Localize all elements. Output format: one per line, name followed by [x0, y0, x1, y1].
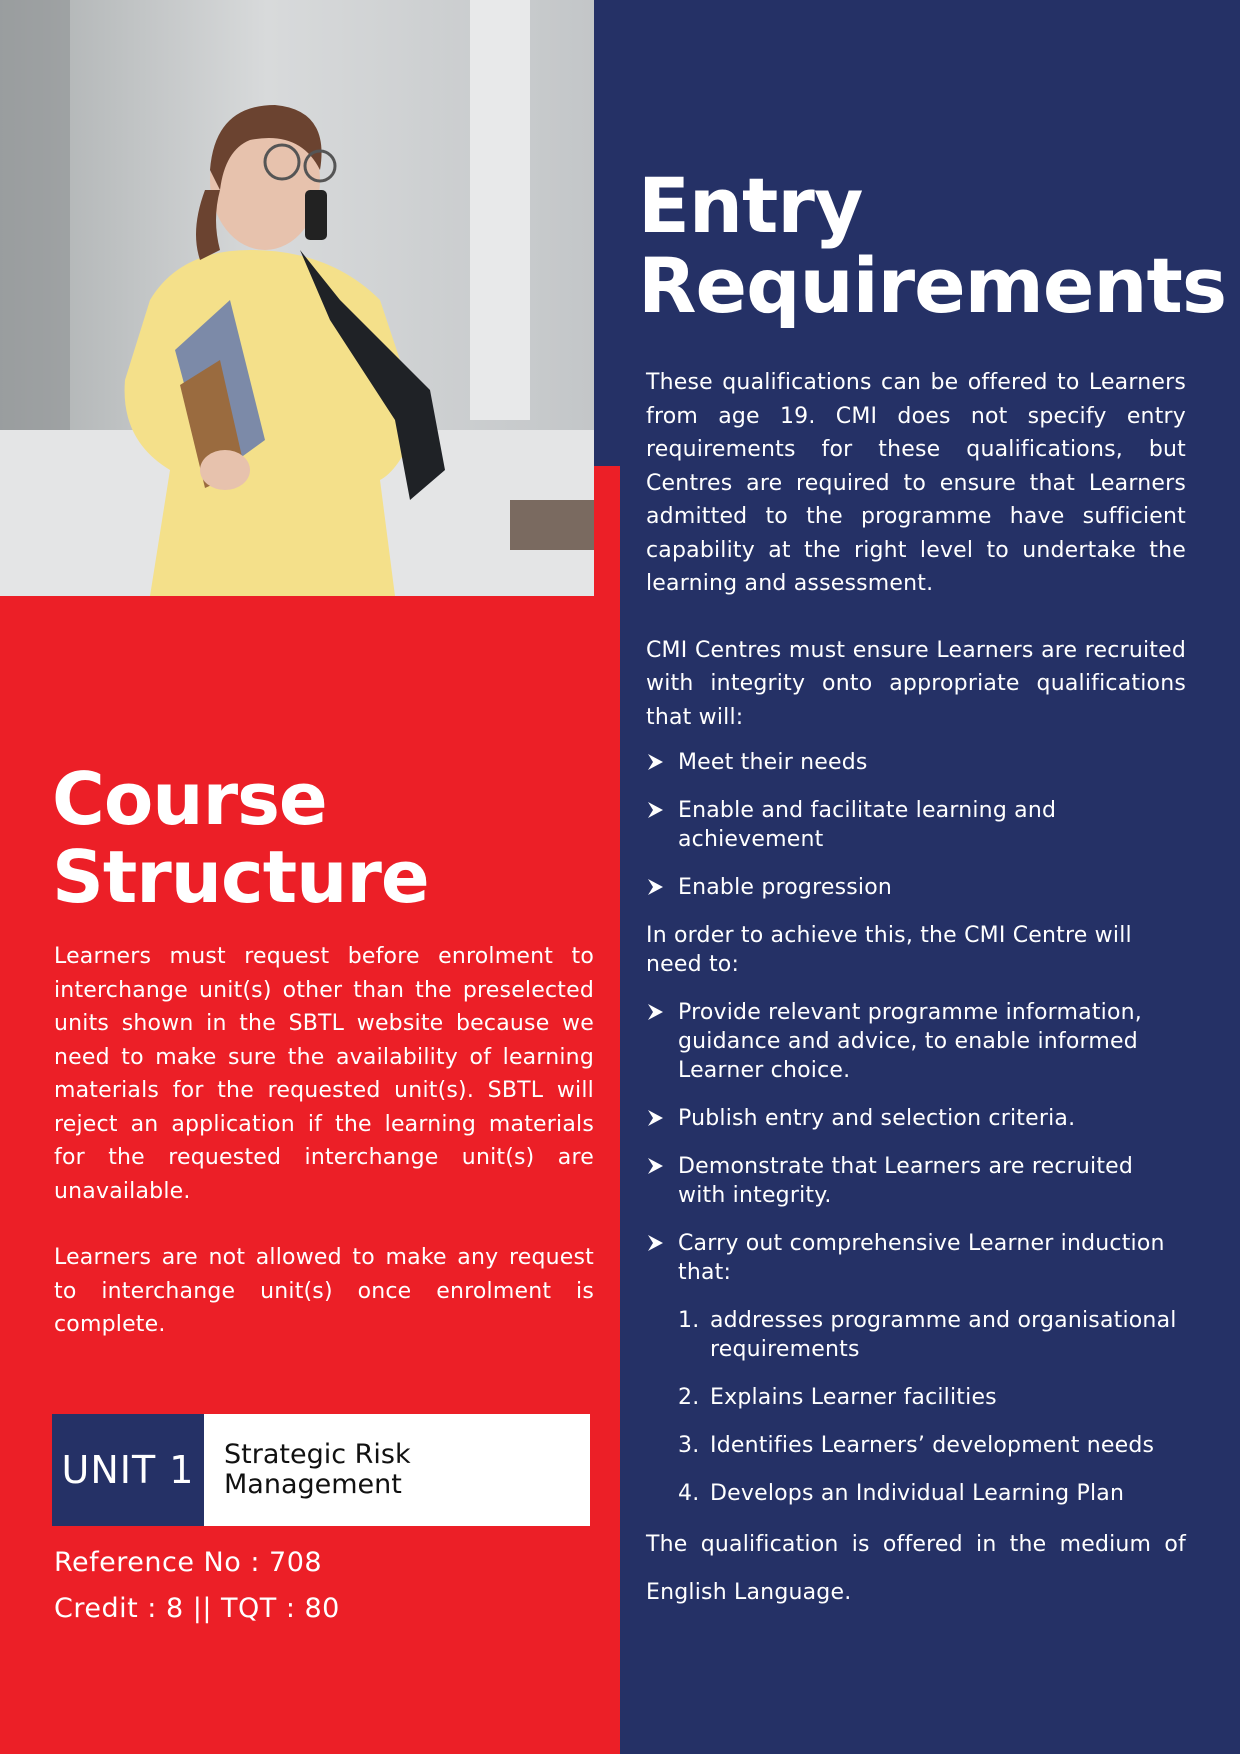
- centre-actions-list: [646, 998, 1186, 1287]
- closing-paragraph: The qualification is offered in the medium of English Language.: [646, 1532, 1186, 1605]
- red-accent-strip: [594, 466, 620, 606]
- list-number: 4.: [678, 1481, 700, 1506]
- list-item: [646, 873, 1186, 902]
- needs-list: [646, 748, 1186, 902]
- list-number: 3.: [678, 1433, 700, 1458]
- chevron-right-icon: [646, 1232, 666, 1254]
- list-item: [678, 1431, 1186, 1460]
- chevron-right-icon: [646, 876, 666, 898]
- chevron-right-icon: [646, 1001, 666, 1023]
- course-paragraph-1: Learners must request before enrolment to interchange unit(s) other than the preselected units shown in the SBTL website because we need to make sure the availability of learning materials for the requested unit(s). SBTL will reject an application if the learning materials for the requested interchange unit(s) are unavailable.: [54, 944, 594, 1204]
- entry-requirements-heading: [638, 161, 1227, 330]
- unit-name: Strategic Risk Management: [224, 1439, 411, 1500]
- list-item: [646, 1152, 1186, 1210]
- credit-tqt: Credit : 8 || TQT : 80: [54, 1593, 340, 1624]
- list-item: [646, 1104, 1186, 1133]
- chevron-right-icon: [646, 799, 666, 821]
- reference-number: Reference No : 708: [54, 1547, 323, 1578]
- course-heading-line1: Course: [52, 757, 327, 841]
- list-item-text: Explains Learner facilities: [710, 1385, 997, 1410]
- list-item-text: Carry out comprehensive Learner induction that:: [678, 1231, 1165, 1285]
- chevron-right-icon: [646, 1155, 666, 1177]
- list-item: [646, 1229, 1186, 1287]
- student-on-phone-photo: [0, 0, 594, 596]
- list-item: [646, 998, 1186, 1085]
- induction-list: [646, 1306, 1186, 1508]
- list-item-text: Identifies Learners’ development needs: [710, 1433, 1155, 1458]
- list-item: [646, 796, 1186, 854]
- list-item-text: Publish entry and selection criteria.: [678, 1106, 1076, 1131]
- list-item: [678, 1306, 1186, 1364]
- list-item-text: Demonstrate that Learners are recruited with integrity.: [678, 1154, 1134, 1208]
- unit-label: UNIT 1: [52, 1414, 204, 1526]
- course-paragraph-2: Learners are not allowed to make any request to interchange unit(s) once enrolment is complete.: [54, 1245, 594, 1337]
- list-item-text: Develops an Individual Learning Plan: [710, 1481, 1125, 1506]
- list-item-text: Provide relevant programme information, guidance and advice, to enable informed Learner choice.: [678, 1000, 1142, 1083]
- chevron-right-icon: [646, 1107, 666, 1129]
- list-item-text: Enable and facilitate learning and achievement: [678, 798, 1057, 852]
- list-item-text: addresses programme and organisational requirements: [710, 1308, 1177, 1362]
- unit-card: [52, 1414, 590, 1526]
- entry-heading-line1: Entry: [638, 161, 863, 250]
- entry-heading-line2: Requirements: [638, 241, 1227, 330]
- list-number: 1.: [678, 1308, 700, 1333]
- course-structure-body: [54, 940, 594, 1375]
- list-item: [678, 1479, 1186, 1508]
- list-item: [678, 1383, 1186, 1412]
- entry-requirements-body: [646, 366, 1186, 1617]
- entry-paragraph-1: These qualifications can be offered to Learners from age 19. CMI does not specify entry requirements for these qualifications, but Centres are required to ensure that Learners admitted to the programme have sufficient capability at the right level to undertake the learning and assessment.: [646, 370, 1186, 596]
- list-item-text: Meet their needs: [678, 750, 868, 775]
- entry-paragraph-2: CMI Centres must ensure Learners are recruited with integrity onto appropriate qualifications that will:: [646, 637, 1186, 730]
- unit-details: [54, 1540, 340, 1632]
- list-item: [646, 748, 1186, 777]
- entry-paragraph-3: In order to achieve this, the CMI Centre will need to:: [646, 923, 1132, 977]
- list-number: 2.: [678, 1385, 700, 1410]
- course-heading-line2: Structure: [52, 835, 429, 919]
- course-structure-heading: [52, 757, 592, 919]
- chevron-right-icon: [646, 751, 666, 773]
- list-item-text: Enable progression: [678, 875, 893, 900]
